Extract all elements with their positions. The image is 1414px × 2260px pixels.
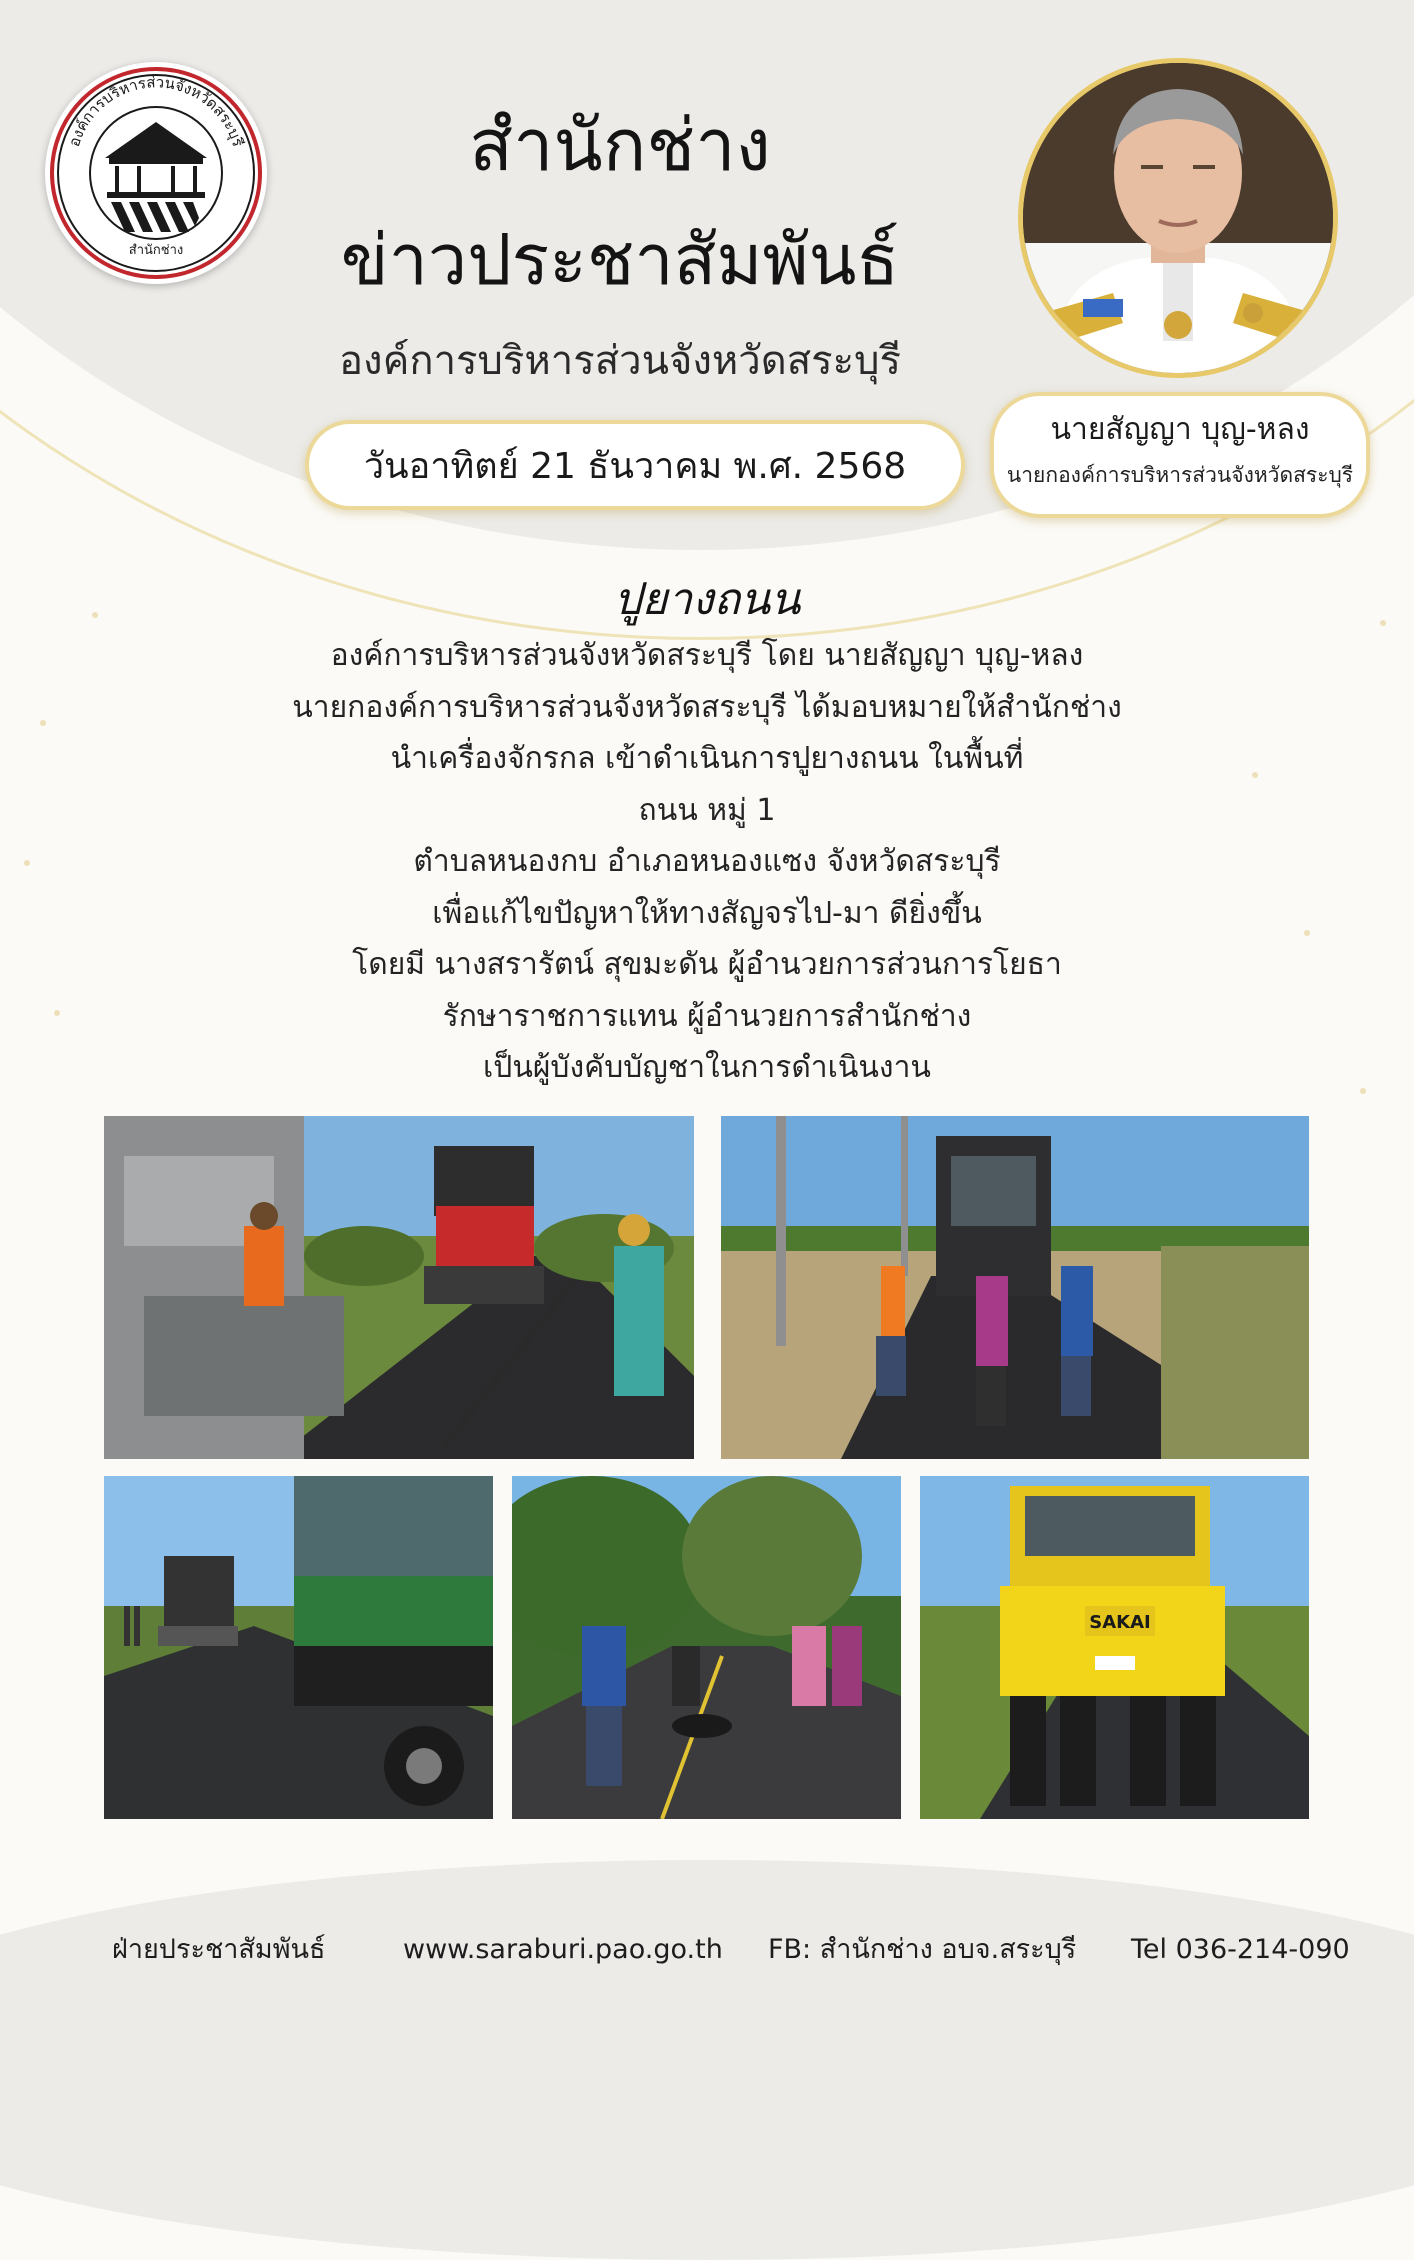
article-line: นายกองค์การบริหารส่วนจังหวัดสระบุรี ได้มอบหมายให้สำนักช่าง [292,689,1122,725]
page-subtitle: ข่าวประชาสัมพันธ์ [340,219,900,301]
svg-text:องค์การบริหารส่วนจังหวัดสระบุร [65,73,247,149]
photo-paving-road-roller [104,1116,694,1459]
organization-name: องค์การบริหารส่วนจังหวัดสระบุรี [339,338,901,384]
official-position: นายกองค์การบริหารส่วนจังหวัดสระบุรี [1006,463,1354,487]
article-line: เพื่อแก้ไขปัญหาให้ทางสัญจรไป-มา ดียิ่งขึ้น [432,895,982,931]
footer-background [0,1860,1414,2260]
article-body [150,630,1264,1094]
official-portrait [1018,58,1338,378]
official-name-badge [990,392,1370,518]
article-line: ตำบลหนองกบ อำเภอหนองแซง จังหวัดสระบุรี [413,844,1001,879]
photo-workers-patching-road [512,1476,901,1819]
organization-logo [45,62,267,284]
logo-subtext: สำนักช่าง [128,243,184,258]
article-line: นำเครื่องจักรกล เข้าดำเนินการปูยางถนน ในพื้นที่ [390,741,1024,776]
article-line: เป็นผู้บังคับบัญชาในการดำเนินงาน [483,1050,931,1085]
article-line: รักษาราชการแทน ผู้อำนวยการสำนักช่าง [442,998,972,1034]
official-name: นายสัญญา บุญ-หลง [1050,412,1310,447]
decor-dot [1360,1088,1366,1094]
article-line: โดยมี นางสรารัตน์ สุขมะดัน ผู้อำนวยการส่วนการโยธา [352,947,1062,982]
photo-yellow-tire-roller [920,1476,1309,1819]
page-title: สำนักช่าง [469,103,771,187]
date-text: วันอาทิตย์ 21 ธันวาคม พ.ศ. 2568 [363,445,907,487]
date-badge [305,420,965,510]
decor-dot [54,1010,60,1016]
photo-asphalt-truck [104,1476,493,1819]
decor-dot [24,860,30,866]
article-line: ถนน หมู่ 1 [638,792,776,828]
decor-dot [40,720,46,726]
footer-facebook-link[interactable]: FB: สำนักช่าง อบจ.สระบุรี [768,1934,1077,1965]
footer-website-link[interactable]: www.saraburi.pao.go.th [403,1934,723,1965]
decor-dot [1304,930,1310,936]
footer-telephone: Tel 036-214-090 [1131,1934,1350,1965]
photo-workers-raking-asphalt [721,1116,1309,1459]
roller-brand-label: SAKAI [1089,1612,1151,1633]
footer-department: ฝ่ายประชาสัมพันธ์ [112,1934,326,1965]
article-line: องค์การบริหารส่วนจังหวัดสระบุรี โดย นายสัญญา บุญ-หลง [330,638,1084,673]
logo-ring-text: องค์การบริหารส่วนจังหวัดสระบุรี [64,73,248,149]
article-headline: ปูยางถนน [613,574,801,625]
